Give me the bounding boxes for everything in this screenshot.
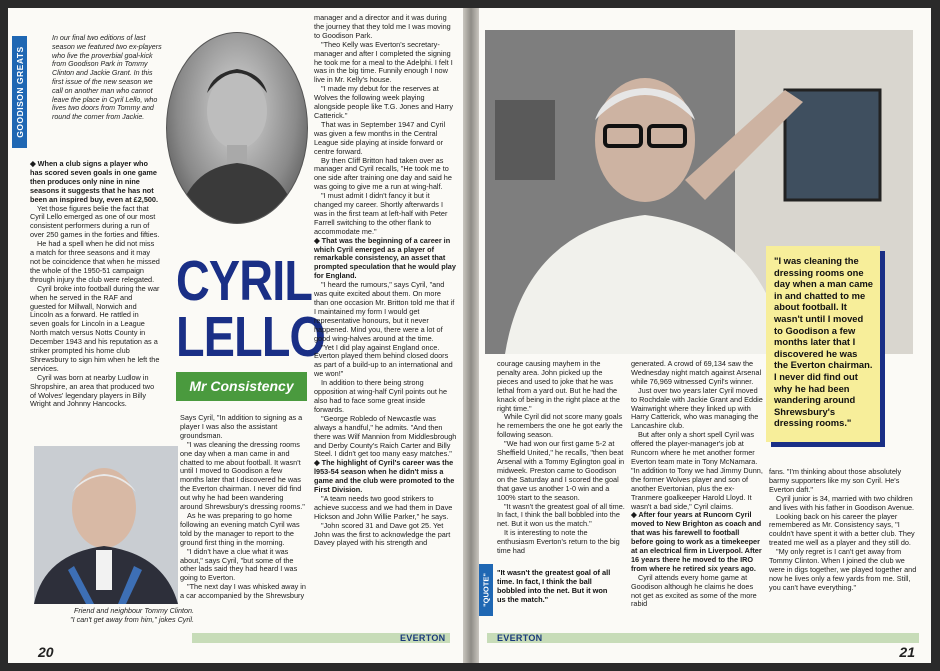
paragraph: "The next day I was whisked away in a car accompanied by the Shrewsbury: [180, 582, 306, 601]
paragraph: "It wasn't the greatest goal of all time. In fact, I think the ball bobbled into the net. But it won us the match.": [497, 501, 625, 529]
intro-text: In our final two editions of last season we featured two ex-players who live the proverbial goal-kick from Goodison Park in Tommy Clinton and Jackie Grant. In this first issue of the new season we call on another man who cannot leave the place in Cyril Lello, who lives two doors from Tommy and round the corner from Jackie.: [52, 34, 162, 122]
page-gutter: [463, 8, 479, 663]
paragraph: "George Robledo of Newcastle was always a handful," he admits. "And then there was Wilf Mannion from Middlesbrough and Derby County's Raich Carter and Billy Steel. I didn't get too many easy matches.": [314, 413, 457, 459]
left-column-1: [30, 160, 160, 409]
paragraph: "We had won our first game 5-2 at Sheffield United," he recalls, "then beat Arsenal with a Tommy Eglington goal in midweek. Preston came to Goodison on the Saturday and I scored the goal that gave us another 1-0 win and a 100% start to the season.: [497, 439, 625, 502]
right-page: [479, 8, 931, 663]
paragraph: manager and a director and it was during the journey that they told me I was moving to Goodison Park.: [314, 13, 451, 40]
right-footer-bar: [487, 633, 919, 643]
paragraph: In addition to there being strong opposition at wing-half Cyril points out he also had to face some great inside forwards.: [314, 378, 448, 414]
paragraph: "Yet I did play against England once. Everton played them behind closed doors as part of a build-up to an international and we won!": [314, 342, 453, 379]
paragraph: courage causing mayhem in the penalty area. John picked up the pieces and used to joke that he was lethal from a yard out. But he had the knack of being in the right place at the right time.": [497, 359, 620, 413]
paragraph: "A team needs two good strikers to achieve success and we had them in Dave Hickson and John Willie Parker," he says.: [314, 493, 453, 521]
right-column-2: [631, 360, 763, 609]
right-page-number: 21: [899, 644, 915, 660]
paragraph: It is interesting to note the enthusiasm Everton's return to the big time had: [497, 528, 620, 556]
paragraph: ◆ The highlight of Cyril's career was the l953-54 season when he didn't miss a game and the club were promoted to the First Division.: [314, 458, 455, 495]
left-page: [8, 8, 463, 663]
paragraph: As he was preparing to go home following an evening match Cyril was told by the manager to report to the ground first thing in the morning.: [180, 510, 300, 547]
left-column-2: [180, 414, 308, 601]
photo-caption: Friend and neighbour Tommy Clinton. "I can't get away from him," jokes Cyril.: [70, 606, 194, 624]
paragraph: "I was cleaning the dressing rooms one day when a man came in and chatted to me about football. It wasn't until I moved to Goodison a few months later that I discovered he was the Everton chairman. I never did find out why he had been wandering around Shrewsbury's dressing rooms.": [180, 439, 305, 512]
quote-tab: "QUOTE": [479, 564, 493, 616]
paragraph: "I didn't have a clue what it was about," says Cyril, "but some of the other lads said they had heard I was going to Everton.: [180, 546, 298, 583]
paragraph: ◆ When a club signs a player who has scored seven goals in one game then produces only nine in nine seasons it suggests that he has not been an inspired buy, even at £2,500.: [30, 159, 159, 204]
paragraph: fans. "I'm thinking about those absolutely barmy supporters like my son Cyril. He's Everton daft.": [769, 467, 902, 494]
pull-quote-box: "I was cleaning the dressing rooms one day when a man came in and chatted to me about football. It wasn't until I moved to Goodison a few months later that I discovered he was the Everton chairman. I never did find out why he had been wandering around Shrewsbury's dressing rooms.": [766, 246, 880, 442]
subtitle-band: Mr Consistency: [176, 372, 307, 401]
paragraph: Cyril was born at nearby Ludlow in Shropshire, an area that produced two of Wolves' legendary players in Billy Wright and Johnny Hancocks.: [30, 372, 155, 409]
quote-box: [479, 564, 616, 616]
paragraph: But after only a short spell Cyril was offered the player-manager's job at Runcorn where he met another former Everton team mate in Tony McNamara. "In addition to Tony we had Jimmy Dunn, the former Wolves player and son of another Evertonian, plus the ex-Tranmere goalkeeper Harold Lloyd. It wasn't a bad side," Cyril claims.: [631, 430, 763, 511]
left-page-number: 20: [38, 644, 54, 660]
portrait-photo-oval: [166, 32, 308, 224]
paragraph: He had a spell when he did not miss a match for three seasons and it may not be coincidence that when he missed the whole of the 1950-51 campaign through injury the club were relegated.: [30, 239, 160, 284]
paragraph: "I heard the rumours," says Cyril, "and was quite excited about them. On more than one occasion Mr. Britton told me that if I maintained my form I would get representative honours, but it never happened. Mind you, there were a lot of good wing-halves around at the time.: [314, 280, 455, 343]
paragraph: ◆ After four years at Runcorn Cyril moved to New Brighton as coach and that was his farewell to football before going to work as a timekeeper at an electrical firm in Liverpool. After 16 years there he moved to the IRO from where he retired six years ago.: [631, 510, 762, 573]
paragraph: Cyril junior is 34, married with two children and lives with his father in Goodison Avenue.: [769, 493, 915, 512]
paragraph: Just over two years later Cyril moved to Rochdale with Jackie Grant and Eddie Wainwright where they linked up with Harry Catterick, who was managing the Lancashire club.: [631, 385, 763, 431]
paragraph: "John scored 31 and Dave got 25. Yet John was the first to acknowledge the part Davey played with his strength and: [314, 520, 451, 548]
paragraph: While Cyril did not score many goals he remembers the one he got early the following season.: [497, 412, 623, 440]
paragraph: "My only regret is I can't get away from Tommy Clinton. When I joined the club we were in digs together, we played together and now he lives only a few yards from me. Still, you can't have everything.": [769, 547, 917, 592]
player-portrait-illustration: [167, 33, 307, 223]
left-footer-label: EVERTON: [400, 633, 446, 643]
clinton-photo: [34, 446, 178, 604]
paragraph: Yet those figures belie the fact that Cyril Lello emerged as one of our most consistent performers during a run of over 250 games in the forties and fifties.: [30, 203, 160, 240]
section-tab: GOODISON GREATS: [12, 36, 27, 148]
title-first-name: CYRIL: [176, 249, 313, 313]
right-column-3: [769, 468, 921, 593]
paragraph: That was in September 1947 and Cyril was given a few months in the Central League side playing at inside forward or centre forward.: [314, 119, 446, 156]
quote-box-text: "It wasn't the greatest goal of all time. In fact, I think the ball bobbled into the net. But it won us the match.": [497, 568, 611, 604]
paragraph: Cyril broke into football during the war when he served in the RAF and guested for Millwall, Norwich and Lincoln as a forward. He rattled in seven goals for Lincoln in a League North match versus Notts County in December 1943 and his reputation as a striker prompted his home club Shrewsbury to sign him when he left the services.: [30, 283, 160, 373]
paragraph: generated. A crowd of 69,134 saw the Wednesday night match against Arsenal while 76,969 witnessed Cyril's winner.: [631, 359, 762, 386]
right-footer-label: EVERTON: [497, 633, 543, 643]
paragraph: By then Cliff Britton had taken over as manager and Cyril recalls, "He took me to one side after training one day and said he was going to give me a run at wing-half.: [314, 155, 452, 192]
paragraph: "Theo Kelly was Everton's secretary-manager and after I completed the signing he took me for a meal to the Adelphi. I felt I was in the big time. Funnily enough I now live in Mr. Kelly's house.: [314, 39, 453, 85]
paragraph: "I made my debut for the reserves at Wolves the following week playing alongside people like T.G. Jones and Harry Catterick.": [314, 84, 453, 120]
paragraph: ◆ That was the beginning of a career in which Cyril emerged as a player of remarkable consistency, an asset that prompted speculation that he would play for England.: [314, 235, 456, 281]
right-column-1: [497, 360, 625, 556]
clinton-photo-illustration: [34, 446, 178, 604]
left-column-3: [314, 14, 457, 548]
paragraph: "I must admit I didn't fancy it but it changed my career. Shortly afterwards I was in the first team at left-half with Peter Farrell switching to the other flank to accommodate me.": [314, 191, 448, 236]
paragraph: Says Cyril, "In addition to signing as a player I was also the assistant groundsman.: [180, 413, 303, 440]
title-last-name: LELLO: [176, 305, 326, 369]
paragraph: Looking back on his career the player remembered as Mr. Consistency says, "I couldn't have spent it with a better club. They treated me well as a player and they still do.: [769, 511, 915, 548]
paragraph: Cyril attends every home game at Goodison although he claims he does not get as excited as some of the more rabid: [631, 572, 757, 609]
